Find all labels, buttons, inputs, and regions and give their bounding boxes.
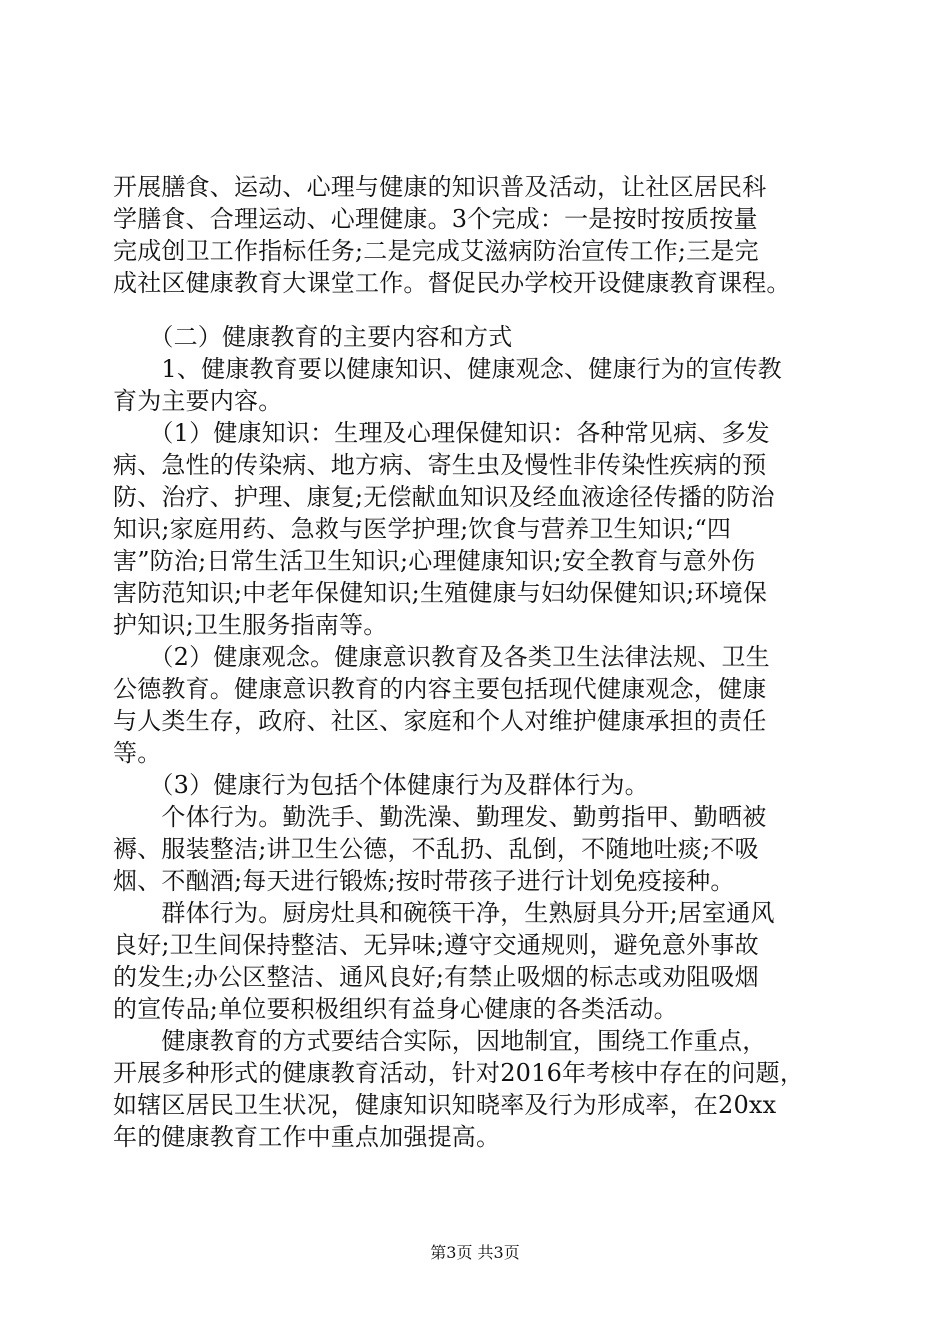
text-line: 害”防治;日常生活卫生知识;心理健康知识;安全教育与意外伤	[113, 547, 756, 575]
paragraph-spacer	[113, 299, 853, 321]
text-line: 如辖区居民卫生状况，健康知识知晓率及行为形成率，在20xx	[113, 1091, 777, 1119]
text-line: 完成创卫工作指标任务;二是完成艾滋病防治宣传工作;三是完	[113, 237, 759, 265]
text-line: 育为主要内容。	[113, 387, 283, 415]
text-line: 开展膳食、运动、心理与健康的知识普及活动，让社区居民科	[113, 173, 767, 201]
page-number-footer: 第3页 共3页	[430, 1243, 520, 1262]
text-line: 知识;家庭用药、急救与医学护理;饮食与营养卫生知识;“四	[113, 515, 732, 543]
text-line: （1）健康知识：生理及心理保健知识：各种常见病、多发	[113, 419, 770, 447]
text-line: 护知识;卫生服务指南等。	[113, 611, 388, 639]
text-line: 学膳食、合理运动、心理健康。3个完成：一是按时按质按量	[113, 205, 758, 233]
text-line: 等。	[113, 739, 162, 767]
text-line: 防、治疗、护理、康复;无偿献血知识及经血液途径传播的防治	[113, 483, 775, 511]
text-line: 个体行为。勤洗手、勤洗澡、勤理发、勤剪指甲、勤晒被	[113, 803, 767, 831]
paragraph-education-methods	[113, 1025, 853, 1153]
text-line: 公德教育。健康意识教育的内容主要包括现代健康观念，健康	[113, 675, 767, 703]
text-line: 的宣传品;单位要积极组织有益身心健康的各类活动。	[113, 995, 678, 1023]
paragraph-intro	[113, 171, 853, 299]
text-line: 褥、服装整洁;讲卫生公德，不乱扔、乱倒，不随地吐痰;不吸	[113, 835, 759, 863]
paragraph-health-behavior	[113, 769, 853, 801]
section-heading	[113, 321, 853, 353]
text-line: 的发生;办公区整洁、通风良好;有禁止吸烟的标志或劝阻吸烟	[113, 963, 759, 991]
text-line: 病、急性的传染病、地方病、寄生虫及慢性非传染性疾病的预	[113, 451, 767, 479]
text-line: （2）健康观念。健康意识教育及各类卫生法律法规、卫生	[113, 643, 770, 671]
text-line: 1、健康教育要以健康知识、健康观念、健康行为的宣传教	[113, 355, 782, 383]
text-line: 健康教育的方式要结合实际，因地制宜，围绕工作重点，	[113, 1027, 767, 1055]
text-line: 成社区健康教育大课堂工作。督促民办学校开设健康教育课程。	[113, 269, 791, 297]
paragraph-group-behavior	[113, 897, 853, 1025]
paragraph-item-1	[113, 353, 853, 417]
text-line: 开展多种形式的健康教育活动，针对2016年考核中存在的问题，	[113, 1059, 805, 1087]
text-line: 害防范知识;中老年保健知识;生殖健康与妇幼保健知识;环境保	[113, 579, 768, 607]
document-body	[113, 171, 853, 1153]
paragraph-health-knowledge	[113, 417, 853, 641]
text-line: 良好;卫生间保持整洁、无异味;遵守交通规则，避免意外事故	[113, 931, 759, 959]
text-line: 群体行为。厨房灶具和碗筷干净，生熟厨具分开;居室通风	[113, 899, 775, 927]
text-line: （3）健康行为包括个体健康行为及群体行为。	[113, 771, 649, 799]
text-line: （二）健康教育的主要内容和方式	[113, 323, 513, 351]
text-line: 年的健康教育工作中重点加强提高。	[113, 1123, 501, 1151]
text-line: 烟、不酗酒;每天进行锻炼;按时带孩子进行计划免疫接种。	[113, 867, 735, 895]
text-line: 与人类生存，政府、社区、家庭和个人对维护健康承担的责任	[113, 707, 767, 735]
paragraph-individual-behavior	[113, 801, 853, 897]
paragraph-health-concept	[113, 641, 853, 769]
